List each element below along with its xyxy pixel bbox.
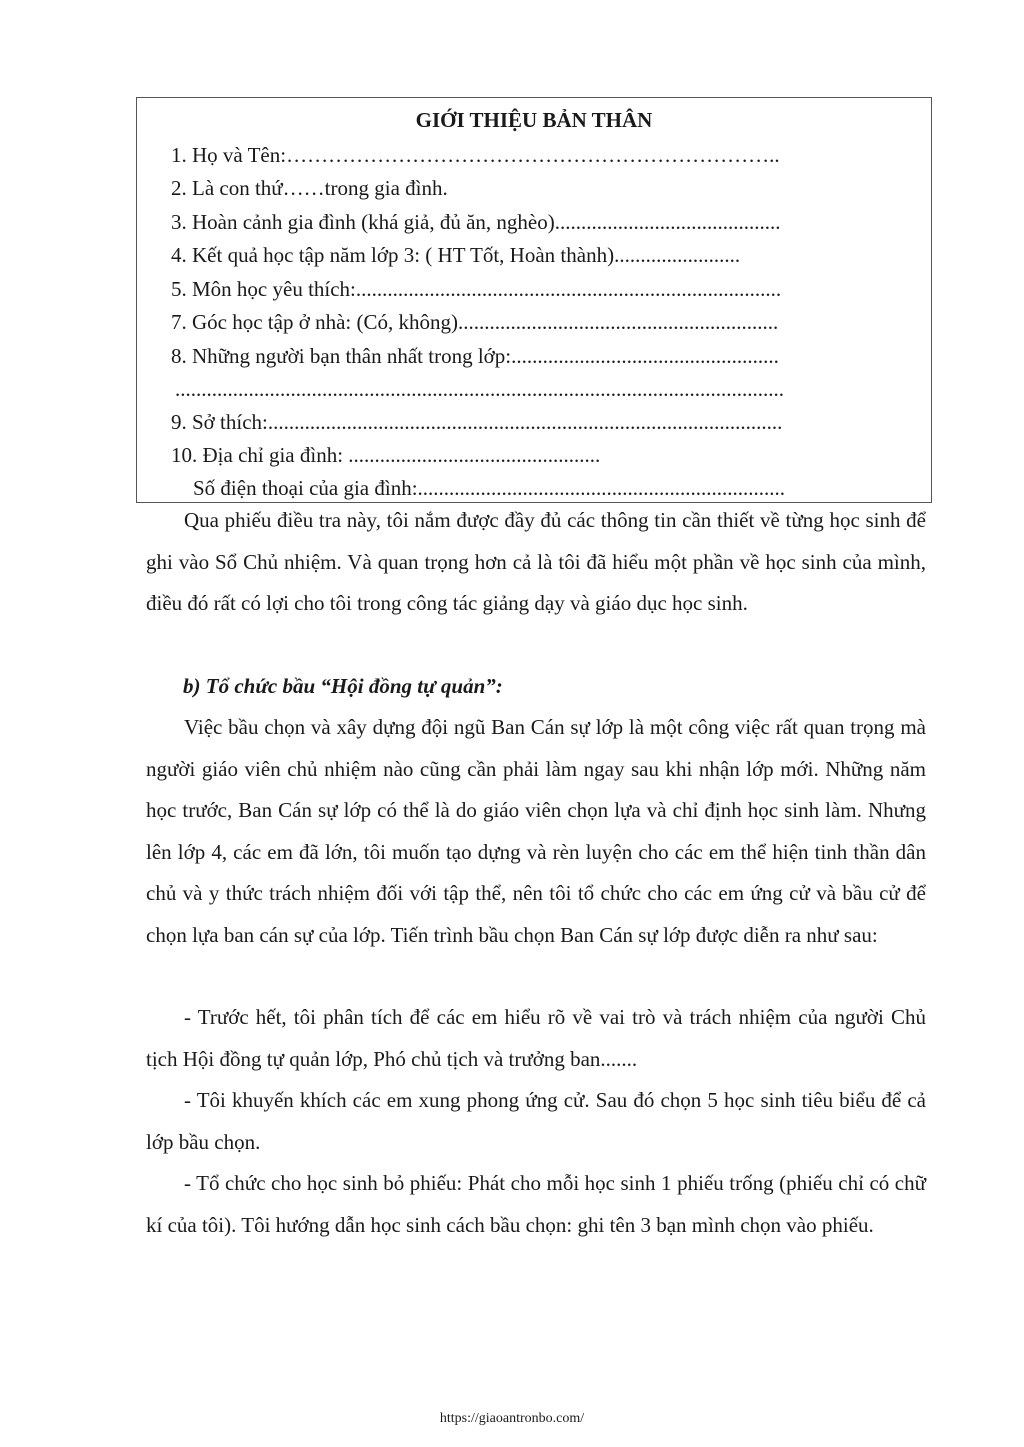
form-line-birth-order: 2. Là con thứ……trong gia đình. bbox=[171, 176, 448, 200]
form-line-study-corner: 7. Góc học tập ở nhà: (Có, không)............................................................. bbox=[171, 310, 779, 334]
footer-url: https://giaoantronbo.com/ bbox=[439, 1411, 585, 1426]
form-line-address: 10. Địa chỉ gia đình: ................................................ bbox=[171, 443, 601, 467]
section-heading: b) Tổ chức bầu “Hội đồng tự quản”: bbox=[183, 674, 503, 698]
form-line-phone: Số điện thoại của gia đình:...................................................................... bbox=[193, 476, 786, 500]
form-line-blank: .................................................................................................................... bbox=[175, 377, 784, 401]
form-line-best-friends: 8. Những người bạn thân nhất trong lớp:................................................... bbox=[171, 344, 779, 368]
form-line-favorite-subject: 5. Môn học yêu thích:................................................................................. bbox=[171, 277, 782, 301]
paragraph-step-nominate: - Tôi khuyến khích các em xung phong ứng cử. Sau đó chọn 5 học sinh tiêu biểu để cả lớp bầu chọn. bbox=[146, 1088, 926, 1154]
paragraph-step-voting: - Tổ chức cho học sinh bỏ phiếu: Phát cho mỗi học sinh 1 phiếu trống (phiếu chỉ có chữ kí của tôi). Tôi hướng dẫn học sinh cách bầu chọn: ghi tên 3 bạn mình chọn vào phiếu. bbox=[146, 1171, 926, 1237]
form-line-name: 1. Họ và Tên:…………………………………………………………….. bbox=[171, 143, 780, 167]
paragraph-step-explain-roles: - Trước hết, tôi phân tích để các em hiểu rõ về vai trò và trách nhiệm của người Chủ tịch Hội đồng tự quản lớp, Phó chủ tịch và trưởng ban....... bbox=[146, 1005, 926, 1071]
form-line-hobbies: 9. Sở thích:.................................................................................................. bbox=[171, 410, 783, 434]
self-introduction-form bbox=[136, 97, 932, 503]
form-title: GIỚI THIỆU BẢN THÂN bbox=[415, 108, 653, 132]
paragraph-survey-summary: Qua phiếu điều tra này, tôi nắm được đầy đủ các thông tin cần thiết về từng học sinh để ghi vào Sổ Chủ nhiệm. Và quan trọng hơn cả là tôi đã hiểu một phần về học sinh của mình, điều đó rất có lợi cho tôi trong công tác giảng dạy và giáo dục học sinh. bbox=[146, 508, 926, 615]
form-line-grade3-results: 4. Kết quả học tập năm lớp 3: ( HT Tốt, Hoàn thành)........................ bbox=[171, 243, 741, 267]
paragraph-class-committee: Việc bầu chọn và xây dựng đội ngũ Ban Cán sự lớp là một công việc rất quan trọng mà người giáo viên chủ nhiệm nào cũng cần phải làm ngay sau khi nhận lớp mới. Những năm học trước, Ban Cán sự lớp có thể là do giáo viên chọn lựa và chỉ định học sinh làm. Nhưng lên lớp 4, các em đã lớn, tôi muốn tạo dựng và rèn luyện cho các em thể hiện tinh thần dân chủ và y thức trách nhiệm đối với tập thể, nên tôi tổ chức cho các em ứng cử và bầu cử để chọn lựa ban cán sự của lớp. Tiến trình bầu chọn Ban Cán sự lớp được diễn ra như sau: bbox=[146, 715, 926, 947]
form-line-family-situation: 3. Hoàn cảnh gia đình (khá giả, đủ ăn, nghèo)........................................... bbox=[171, 210, 781, 234]
